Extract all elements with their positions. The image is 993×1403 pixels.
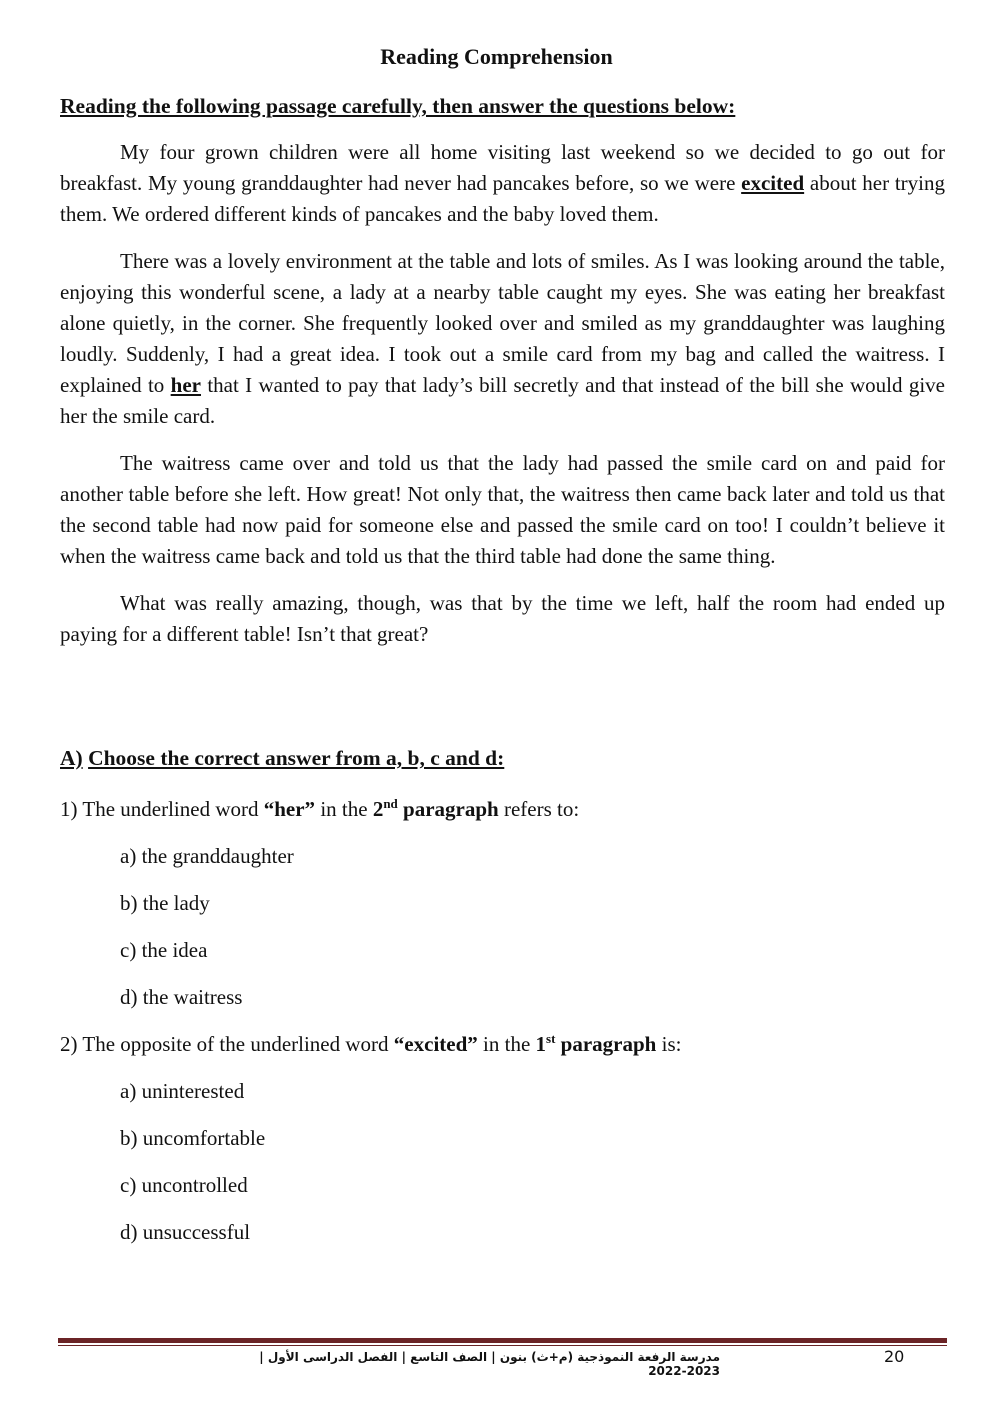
underlined-word: her: [170, 373, 201, 397]
text: nd: [383, 796, 398, 811]
section-label: A): [60, 746, 83, 770]
section-a-heading: [60, 746, 504, 771]
option: d) the waitress: [120, 985, 243, 1009]
option: a) the granddaughter: [120, 844, 294, 868]
text: is:: [656, 1032, 682, 1056]
section-text: Choose the correct answer from a, b, c and d:: [88, 746, 505, 770]
option: a) uninterested: [120, 1079, 245, 1103]
text: in the: [477, 1032, 536, 1056]
passage: [60, 137, 945, 666]
text: My four grown children were all home visiting last weekend so we decided to go out for breakfast. My young granddaughter had never had pancakes before, so we were: [60, 140, 945, 195]
option: d) unsuccessful: [120, 1220, 251, 1244]
paragraph-2: [60, 246, 945, 432]
option: c) the idea: [120, 938, 208, 962]
question-2: [60, 1029, 945, 1248]
question-stem: [60, 1029, 945, 1060]
text: paragraph: [555, 1032, 657, 1056]
text: “her”: [263, 797, 316, 821]
text: 1: [535, 1032, 547, 1056]
footer-rule-thin: [58, 1345, 947, 1346]
paragraph-1: [60, 137, 945, 230]
paragraph-4: What was really amazing, though, was that by the time we left, half the room had ended up paying for a different table! Isn’t that great?: [60, 591, 945, 646]
page-title: Reading Comprehension: [380, 44, 613, 69]
question-stem: [60, 794, 945, 825]
footer-text: مدرسة الرفعة النموذجية (م+ث) بنون | الصف التاسع | الفصل الدراسى الأول | 2023-2022: [259, 1350, 720, 1378]
text: about her trying them. We ordered different kinds of pancakes and the baby loved them.: [60, 171, 946, 226]
question-1: [60, 794, 945, 1013]
option: b) the lady: [120, 891, 210, 915]
text: 2) The opposite of the underlined word: [60, 1032, 394, 1056]
paragraph-3: The waitress came over and told us that the lady had passed the smile card on and paid for another table before she left. How great! Not only that, the waitress then came back later and told us that the second table had now paid for someone else and passed the smile card on too! I couldn’t believe it when the waitress came back and told us that the third table had done the same thing.: [60, 451, 945, 568]
questions: [60, 794, 945, 1264]
text: paragraph: [397, 797, 499, 821]
instruction: Reading the following passage carefully, then answer the questions below:: [60, 94, 736, 118]
option: b) uncomfortable: [120, 1126, 266, 1150]
option: c) uncontrolled: [120, 1173, 248, 1197]
text: refers to:: [498, 797, 580, 821]
text: There was a lovely environment at the table and lots of smiles. As I was looking around the table, enjoying this wonderful scene, a lady at a nearby table caught my eyes. She was eating her breakfast alone quietly, in the corner. She frequently looked over and smiled as my granddaughter was laughing loudly. Suddenly, I had a great idea. I took out a smile card from my bag and called the waitress. I explained to: [60, 249, 945, 397]
text: st: [546, 1031, 556, 1046]
page-number: 20: [884, 1347, 905, 1366]
underlined-word: excited: [741, 171, 805, 195]
text: 1) The underlined word: [60, 797, 264, 821]
text: “excited”: [393, 1032, 478, 1056]
text: 2: [372, 797, 384, 821]
text: that I wanted to pay that lady’s bill secretly and that instead of the bill she would give her the smile card.: [60, 373, 945, 428]
text: in the: [315, 797, 373, 821]
footer-rule: [58, 1338, 947, 1343]
